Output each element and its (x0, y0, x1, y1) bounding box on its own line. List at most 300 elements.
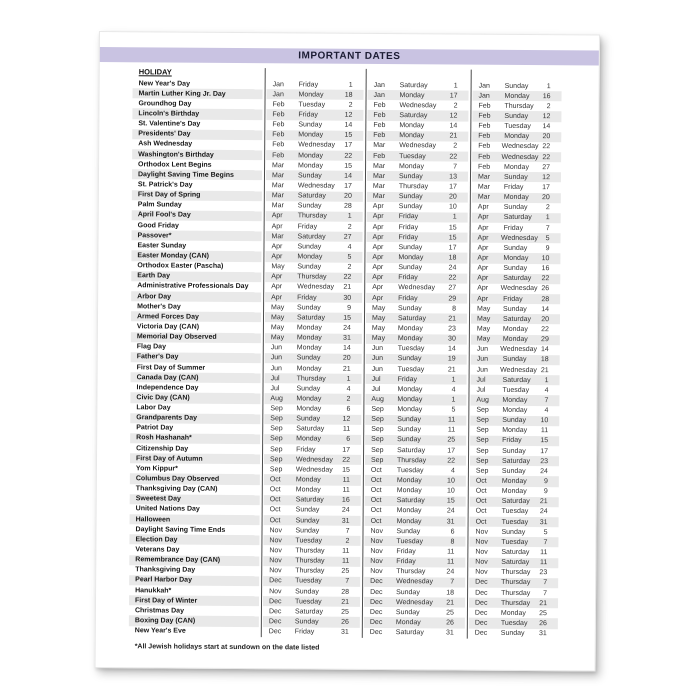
day-cell: 17 (447, 447, 456, 455)
year1-cell (262, 475, 363, 486)
day-cell: 2 (346, 395, 351, 403)
day-cell: 18 (540, 356, 549, 364)
year2-cell (362, 597, 467, 608)
weekday-cell: Thursday (297, 212, 327, 220)
day-cell: 9 (543, 478, 548, 486)
month-cell: Feb (478, 143, 491, 151)
day-cell: 24 (448, 264, 457, 272)
day-cell: 11 (539, 559, 548, 567)
day-cell: 11 (342, 547, 350, 555)
year2-cell (365, 141, 470, 152)
day-cell: 22 (342, 456, 351, 464)
year3-cell (468, 405, 561, 416)
year1-cell (261, 586, 362, 597)
day-cell: 16 (541, 265, 550, 273)
year1-cell (261, 556, 362, 567)
weekday-cell: Tuesday (501, 518, 529, 526)
year2-cell (363, 475, 468, 486)
month-cell: Feb (478, 153, 491, 161)
weekday-cell: Friday (398, 213, 419, 221)
holiday-name: Thanksgiving Day (135, 566, 196, 574)
weekday-cell: Monday (399, 162, 424, 170)
year2-cell (363, 394, 468, 405)
year2-cell (364, 283, 469, 294)
month-cell: Dec (474, 619, 488, 627)
month-cell: Dec (475, 579, 488, 587)
holiday-name: Earth Day (137, 272, 171, 280)
year1-cell (262, 394, 363, 405)
weekday-cell: Saturday (395, 629, 424, 637)
weekday-cell: Sunday (397, 355, 422, 363)
year2-cell (363, 404, 468, 415)
holiday-name: Citizenship Day (136, 444, 189, 453)
weekday-cell: Sunday (502, 417, 527, 425)
month-cell: Jun (476, 366, 488, 374)
day-cell: 15 (448, 223, 457, 232)
day-cell: 1 (348, 81, 353, 89)
weekday-cell: Thursday (295, 547, 325, 555)
month-cell: Jul (270, 384, 280, 393)
month-cell: Nov (475, 558, 488, 566)
holiday-name: Good Friday (137, 221, 179, 230)
year1-cell (261, 535, 362, 546)
weekday-cell: Saturday (502, 376, 531, 384)
weekday-cell: Wednesday (500, 234, 538, 242)
year3-cell (469, 253, 562, 264)
weekday-cell: Monday (397, 406, 423, 414)
month-cell: Mar (373, 142, 386, 150)
month-cell: Jun (270, 344, 283, 352)
month-cell: Nov (475, 548, 488, 556)
year2-cell (364, 293, 469, 304)
holiday-name: Passover* (137, 231, 172, 240)
month-cell: Feb (478, 132, 491, 141)
month-cell: Oct (269, 506, 281, 514)
month-cell: Nov (269, 526, 282, 535)
year2-cell (365, 171, 470, 182)
month-cell: Oct (370, 517, 382, 525)
year1-cell (262, 383, 363, 394)
holiday-name: Boxing Day (CAN) (134, 617, 196, 625)
month-cell: Apr (271, 212, 283, 220)
day-cell: 26 (539, 620, 547, 628)
day-cell: 14 (449, 122, 458, 130)
month-cell: Sep (476, 416, 489, 424)
month-cell: Apr (372, 203, 384, 211)
year1-cell (264, 201, 365, 212)
year2-cell (363, 445, 468, 456)
year1-cell (265, 79, 366, 90)
holiday-cell (129, 626, 261, 637)
month-cell: Apr (477, 224, 489, 232)
year2-cell (363, 516, 468, 527)
day-cell: 7 (543, 539, 548, 547)
month-cell: Jan (373, 81, 385, 89)
day-cell: 28 (541, 295, 550, 303)
year2-cell (363, 506, 468, 517)
weekday-cell: Saturday (501, 457, 531, 465)
year2-cell (362, 546, 467, 557)
weekday-cell: Sunday (398, 304, 422, 312)
weekday-cell: Sunday (503, 204, 528, 212)
weekday-cell: Saturday (503, 214, 532, 222)
holiday-name: Pearl Harbor Day (135, 576, 193, 585)
weekday-cell: Wednesday (501, 153, 539, 161)
weekday-cell: Monday (501, 488, 527, 496)
weekday-cell: Sunday (501, 528, 526, 536)
weekday-cell: Thursday (501, 579, 531, 587)
year1-cell (262, 434, 363, 445)
year2-cell (363, 465, 468, 476)
month-cell: Dec (370, 588, 383, 596)
holiday-name: Grandparents Day (136, 414, 198, 422)
year1-cell (262, 454, 363, 465)
month-cell: Nov (269, 547, 282, 555)
day-cell: 15 (446, 497, 455, 505)
day-cell: 19 (447, 355, 456, 363)
table-row (129, 626, 560, 639)
year3-cell (469, 354, 562, 365)
holiday-name: Presidents' Day (138, 130, 191, 138)
weekday-cell: Monday (397, 325, 423, 333)
month-cell: May (476, 325, 491, 333)
weekday-cell: Saturday (294, 608, 324, 616)
weekday-cell: Sunday (297, 202, 322, 210)
day-cell: 23 (540, 457, 549, 465)
weekday-cell: Wednesday (399, 101, 437, 110)
weekday-cell: Saturday (296, 314, 326, 322)
month-cell: Apr (271, 273, 283, 281)
month-cell: Feb (373, 152, 386, 160)
year3-cell (470, 121, 563, 132)
day-cell: 2 (345, 537, 350, 545)
year1-cell (263, 302, 364, 313)
year2-cell (365, 100, 470, 111)
month-cell: Sep (475, 467, 489, 475)
day-cell: 5 (545, 234, 550, 242)
footnote: *All Jewish holidays start at sundown on the date listed (134, 643, 320, 652)
day-cell: 14 (344, 121, 353, 129)
year1-cell (262, 424, 363, 435)
day-cell: 17 (449, 92, 458, 100)
year3-cell (469, 375, 562, 386)
day-cell: 11 (341, 557, 350, 565)
weekday-cell: Monday (297, 253, 323, 261)
day-cell: 2 (348, 101, 353, 109)
day-cell: 25 (447, 436, 456, 444)
month-cell: Dec (474, 609, 488, 617)
year2-cell (363, 384, 468, 395)
weekday-cell: Friday (396, 548, 416, 556)
month-cell: Mar (477, 193, 490, 201)
weekday-cell: Monday (396, 477, 422, 485)
month-cell: Mar (373, 162, 386, 170)
day-cell: 17 (540, 447, 549, 455)
year2-cell (363, 435, 468, 446)
year3-cell (469, 304, 562, 315)
weekday-cell: Sunday (295, 516, 320, 525)
day-cell: 1 (545, 214, 550, 222)
month-cell: Feb (272, 101, 285, 109)
year2-cell (363, 414, 468, 425)
holiday-name: New Year's Eve (134, 627, 186, 635)
month-cell: Jun (476, 345, 489, 353)
month-cell: Nov (475, 568, 488, 577)
weekday-cell: Monday (500, 609, 526, 617)
month-cell: Jan (478, 82, 490, 90)
weekday-cell: Sunday (398, 264, 423, 272)
year2-cell (363, 425, 468, 436)
weekday-cell: Sunday (397, 426, 421, 434)
day-cell: 30 (448, 335, 456, 343)
holiday-name: Flag Day (136, 343, 167, 351)
month-cell: Apr (477, 285, 489, 293)
weekday-cell: Tuesday (501, 538, 529, 546)
day-cell: 11 (540, 549, 548, 557)
weekday-cell: Monday (396, 507, 422, 515)
page-title-band (100, 47, 599, 65)
weekday-cell: Friday (297, 293, 317, 302)
day-cell: 4 (451, 467, 455, 475)
weekday-cell: Saturday (297, 192, 326, 200)
holiday-name: Halloween (135, 515, 171, 524)
weekday-cell: Monday (396, 517, 422, 525)
year3-cell (467, 598, 560, 609)
month-cell: Dec (268, 608, 282, 616)
day-cell: 16 (542, 92, 551, 100)
year2-cell (366, 80, 471, 91)
year1-cell (262, 485, 363, 496)
year1-cell (261, 576, 362, 587)
day-cell: 22 (344, 152, 353, 160)
year2-cell (365, 161, 470, 172)
day-cell: 15 (343, 314, 352, 322)
month-cell: Sep (371, 405, 384, 414)
month-cell: Sep (269, 466, 283, 474)
weekday-cell: Sunday (295, 527, 320, 535)
weekday-cell: Tuesday (397, 345, 425, 353)
day-cell: 22 (447, 457, 456, 465)
year2-cell (364, 252, 469, 263)
holiday-name: Easter Monday (CAN) (137, 252, 210, 260)
weekday-cell: Friday (503, 224, 524, 232)
table-body (129, 78, 564, 639)
year2-cell (365, 151, 470, 162)
month-cell: Nov (269, 537, 282, 545)
month-cell: Feb (272, 111, 285, 119)
holiday-name: First Day of Spring (137, 191, 201, 199)
year2-cell (362, 556, 467, 567)
weekday-cell: Sunday (503, 173, 528, 181)
month-cell: Sep (371, 446, 384, 454)
weekday-cell: Monday (503, 254, 529, 262)
year1-cell (264, 140, 365, 151)
day-cell: 20 (449, 193, 457, 201)
day-cell: 20 (541, 315, 550, 323)
month-cell: Mar (271, 232, 284, 240)
day-cell: 28 (343, 202, 352, 211)
weekday-cell: Tuesday (501, 508, 529, 516)
month-cell: Dec (369, 598, 383, 606)
year3-cell (470, 202, 563, 213)
month-cell: Oct (269, 476, 281, 484)
month-cell: Jan (272, 80, 284, 88)
year1-cell (261, 525, 362, 536)
month-cell: Apr (477, 234, 489, 242)
month-cell: Apr (271, 253, 283, 261)
day-cell: 15 (448, 234, 457, 242)
day-cell: 6 (346, 436, 351, 444)
year1-cell (263, 262, 364, 273)
day-cell: 12 (542, 113, 551, 121)
year2-cell (364, 242, 469, 253)
month-cell: Mar (271, 192, 284, 200)
weekday-cell: Monday (399, 122, 425, 130)
month-cell: Mar (272, 161, 285, 169)
day-cell: 24 (539, 508, 548, 516)
holiday-name: United Nations Day (135, 505, 200, 514)
weekday-cell: Monday (504, 163, 529, 171)
day-cell: 2 (453, 142, 458, 150)
weekday-cell: Thursday (295, 567, 325, 575)
year3-cell (468, 496, 561, 507)
weekday-cell: Sunday (297, 263, 322, 271)
weekday-cell: Saturday (501, 498, 530, 506)
weekday-cell: Tuesday (295, 537, 323, 545)
weekday-cell: Sunday (297, 243, 322, 251)
year2-cell (365, 110, 470, 121)
year3-cell (471, 81, 564, 92)
year1-cell (263, 353, 364, 364)
holiday-name: St. Valentine's Day (138, 120, 201, 128)
day-cell: 24 (446, 507, 455, 515)
year3-cell (470, 223, 563, 234)
year2-cell (364, 323, 469, 334)
holiday-name: First Day of Autumn (135, 455, 203, 463)
year3-cell (467, 527, 560, 538)
day-cell: 4 (347, 243, 352, 251)
weekday-cell: Sunday (397, 416, 422, 424)
holiday-name: First Day of Winter (135, 596, 198, 605)
day-cell: 17 (542, 184, 550, 192)
year1-cell (263, 241, 364, 252)
holiday-name: Canada Day (CAN) (136, 373, 199, 382)
year2-cell (362, 536, 467, 547)
year3-cell (469, 324, 562, 335)
holiday-column-header: HOLIDAY (138, 67, 172, 77)
year2-cell (362, 587, 467, 598)
day-cell: 9 (543, 488, 548, 496)
year3-cell (468, 425, 561, 436)
year1-cell (262, 414, 363, 425)
year3-cell (467, 557, 560, 568)
month-cell: Jan (478, 92, 490, 100)
year1-cell (262, 505, 363, 516)
year2-cell (362, 526, 467, 537)
day-cell: 31 (343, 334, 351, 342)
year1-cell (263, 323, 364, 334)
weekday-cell: Monday (296, 334, 322, 342)
month-cell: Sep (476, 437, 489, 445)
month-cell: Sep (371, 416, 384, 424)
day-cell: 31 (445, 629, 454, 637)
weekday-cell: Friday (503, 295, 523, 303)
year3-cell (469, 334, 562, 345)
weekday-cell: Monday (502, 325, 528, 333)
important-dates-table (129, 67, 564, 639)
weekday-cell: Sunday (503, 305, 527, 313)
month-cell: May (271, 263, 285, 271)
weekday-cell: Monday (296, 405, 322, 413)
weekday-cell: Saturday (297, 233, 326, 241)
day-cell: 9 (545, 244, 550, 252)
month-cell: Dec (269, 577, 282, 585)
year1-cell (261, 596, 362, 607)
year2-cell (363, 455, 468, 466)
day-cell: 4 (544, 386, 549, 394)
month-cell: Oct (269, 516, 281, 524)
weekday-cell: Thursday (398, 183, 429, 191)
weekday-cell: Monday (502, 396, 528, 404)
day-cell: 22 (542, 143, 551, 151)
holiday-name: Mother's Day (137, 302, 181, 311)
weekday-cell: Friday (398, 223, 419, 231)
holiday-name: Armed Forces Day (136, 313, 199, 321)
weekday-cell: Wednesday (500, 366, 537, 374)
year3-cell (470, 192, 563, 203)
day-cell: 1 (346, 375, 351, 383)
day-cell: 11 (342, 486, 350, 494)
weekday-cell: Sunday (294, 618, 319, 626)
month-cell: May (371, 314, 386, 322)
holiday-name: Remembrance Day (CAN) (135, 556, 221, 565)
weekday-cell: Thursday (297, 273, 327, 281)
month-cell: Dec (268, 618, 282, 626)
year3-cell (468, 385, 561, 396)
weekday-cell: Tuesday (396, 466, 424, 475)
weekday-cell: Tuesday (294, 598, 322, 606)
month-cell: Mar (271, 172, 285, 180)
year2-cell (363, 485, 468, 496)
holiday-name: First Day of Summer (136, 363, 206, 372)
day-cell: 29 (448, 294, 457, 303)
year2-cell (365, 120, 470, 131)
day-cell: 9 (347, 304, 352, 312)
weekday-cell: Sunday (503, 264, 528, 273)
weekday-cell: Sunday (295, 587, 319, 596)
year1-cell (264, 170, 365, 181)
year3-cell (468, 395, 561, 406)
weekday-cell: Monday (397, 335, 423, 343)
day-cell: 15 (344, 162, 353, 170)
day-cell: 23 (539, 569, 548, 577)
month-cell: Feb (373, 122, 386, 130)
month-cell: Sep (270, 405, 283, 413)
weekday-cell: Monday (501, 477, 527, 486)
year3-cell (468, 476, 561, 487)
year2-cell (365, 232, 470, 243)
day-cell: 6 (450, 528, 455, 536)
weekday-cell: Wednesday (500, 346, 538, 354)
month-cell: Jul (371, 385, 381, 393)
month-cell: Apr (372, 284, 384, 292)
day-cell: 7 (345, 527, 350, 535)
year1-cell (262, 464, 363, 475)
holiday-name: Administrative Professionals Day (137, 282, 249, 291)
day-cell: 10 (446, 487, 455, 495)
year3-cell (469, 263, 562, 274)
month-cell: Sep (476, 426, 489, 435)
